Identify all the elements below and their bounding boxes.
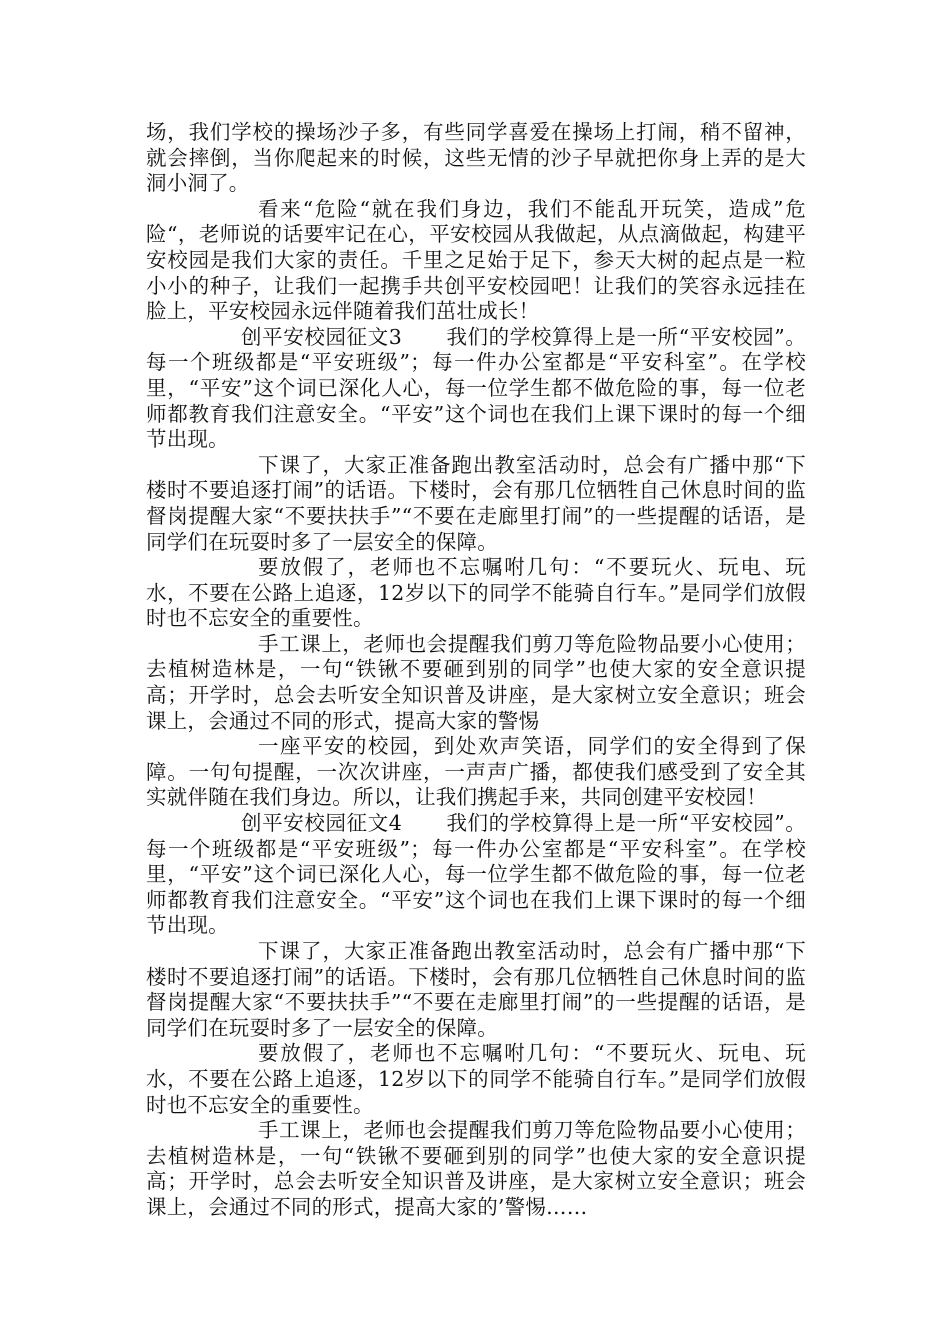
section-heading: 创平安校园征文4	[241, 811, 403, 836]
section-first-paragraph: 我们的学校算得上是一所“平安校园”。每一个班级都是“平安班级”；每一件办公室都是“平安科室”。在学校里，“平安”这个词已深化人心，每一位学生都不做危险的事，每一位老师都教育我们注意安全。“平安”这个词也在我们上课下课时的每一个细节出现。	[146, 324, 806, 452]
document-body	[146, 120, 806, 1221]
paragraph: 要放假了，老师也不忘嘱咐几句：“不要玩火、玩电、玩水，不要在公路上追逐，12岁以下的同学不能骑自行车。”是同学们放假时也不忘安全的重要性。	[146, 1041, 806, 1117]
section-heading: 创平安校园征文3	[241, 324, 403, 349]
paragraph: 手工课上，老师也会提醒我们剪刀等危险物品要小心使用；去植树造林是，一句“铁锹不要砸到别的同学”也使大家的安全意识提高；开学时，总会去听安全知识普及讲座，是大家树立安全意识；班会课上，会通过不同的形式，提高大家的警惕	[146, 631, 806, 733]
essay-section-4	[146, 811, 806, 939]
paragraph: 要放假了，老师也不忘嘱咐几句：“不要玩火、玩电、玩水，不要在公路上追逐，12岁以下的同学不能骑自行车。”是同学们放假时也不忘安全的重要性。	[146, 555, 806, 631]
essay-section-3	[146, 325, 806, 453]
paragraph-continuation: 场，我们学校的操场沙子多，有些同学喜爱在操场上打闹，稍不留神，就会摔倒，当你爬起来的时候，这些无情的沙子早就把你身上弄的是大洞小洞了。	[146, 120, 806, 196]
section-first-paragraph: 我们的学校算得上是一所“平安校园”。每一个班级都是“平安班级”；每一件办公室都是“平安科室”。在学校里，“平安”这个词已深化人心，每一位学生都不做危险的事，每一位老师都教育我们注意安全。“平安”这个词也在我们上课下课时的每一个细节出现。	[146, 811, 806, 938]
paragraph: 手工课上，老师也会提醒我们剪刀等危险物品要小心使用；去植树造林是，一句“铁锹不要砸到别的同学”也使大家的安全意识提高；开学时，总会去听安全知识普及讲座，是大家树立安全意识；班会课上，会通过不同的形式，提高大家的’警惕……	[146, 1118, 806, 1219]
paragraph: 下课了，大家正准备跑出教室活动时，总会有广播中那“下楼时不要追逐打闹”的话语。下楼时，会有那几位牺牲自己休息时间的监督岗提醒大家“不要扶扶手”“不要在走廊里打闹”的一些提醒的话语，是同学们在玩耍时多了一层安全的保障。	[146, 939, 806, 1040]
paragraph: 下课了，大家正准备跑出教室活动时，总会有广播中那“下楼时不要追逐打闹”的话语。下楼时，会有那几位牺牲自己休息时间的监督岗提醒大家“不要扶扶手”“不要在走廊里打闹”的一些提醒的话语，是同学们在玩耍时多了一层安全的保障。	[146, 452, 806, 554]
paragraph: 看来“危险“就在我们身边，我们不能乱开玩笑，造成”危险“，老师说的话要牢记在心，平安校园从我做起，从点滴做起，构建平安校园是我们大家的责任。千里之足始于足下，参天大树的起点是一粒小小的种子，让我们一起携手共创平安校园吧！让我们的笑容永远挂在脸上，平安校园永远伴随着我们茁壮成长！	[146, 196, 806, 324]
paragraph: 一座平安的校园，到处欢声笑语，同学们的安全得到了保障。一句句提醒，一次次讲座，一声声广播，都使我们感受到了安全其实就伴随在我们身边。所以，让我们携起手来，共同创建平安校园！	[146, 734, 806, 810]
